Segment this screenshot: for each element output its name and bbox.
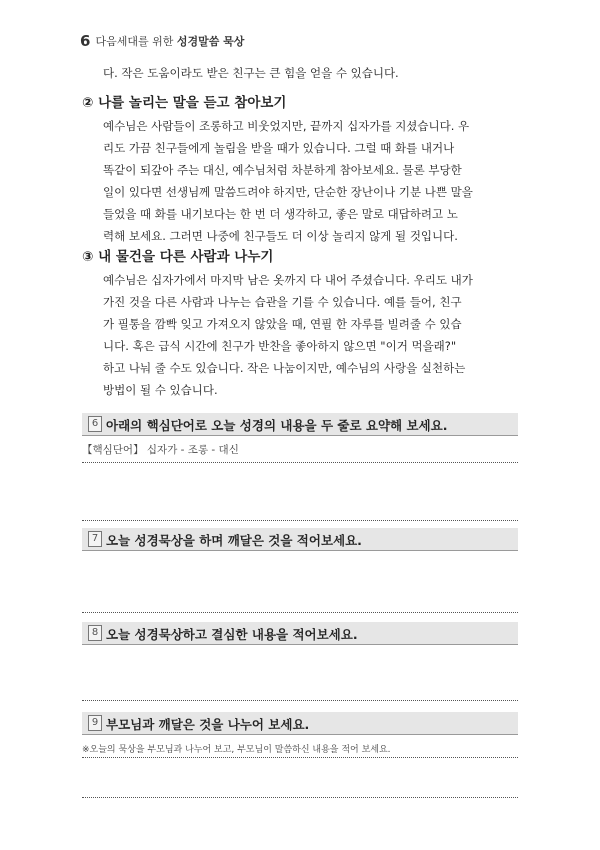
page-header <box>80 32 244 50</box>
question-number-badge: 6 <box>88 416 102 432</box>
section-body-2 <box>103 115 518 247</box>
header-title: 성경말씀 묵상 <box>176 35 245 48</box>
keywords-line: 【핵심단어】 십자가 - 조롱 - 대신 <box>82 444 239 456</box>
question-text: 부모님과 깨달은 것을 나누어 보세요. <box>106 717 310 732</box>
question-6-box <box>82 413 518 436</box>
question-7-box <box>82 528 518 551</box>
question-text: 오늘 성경묵상을 하며 깨달은 것을 적어보세요. <box>106 533 362 548</box>
body-line: 일이 있다면 선생님께 말씀드려야 하지만, 단순한 장난이나 기분 나쁜 말을 <box>103 185 473 199</box>
body-line: 니다. 혹은 급식 시간에 친구가 반찬을 좋아하지 않으면 "이거 먹을래?" <box>103 339 457 353</box>
answer-line[interactable] <box>82 612 518 613</box>
body-line: 하고 나눠 줄 수도 있습니다. 작은 나눔이지만, 예수님의 사랑을 실천하는 <box>103 361 466 375</box>
body-line: 력해 보세요. 그러면 나중에 친구들도 더 이상 놀리지 않게 될 것입니다. <box>103 229 458 243</box>
question-text: 아래의 핵심단어로 오늘 성경의 내용을 두 줄로 요약해 보세요. <box>106 418 448 433</box>
parent-note: ※오늘의 묵상을 부모님과 나누어 보고, 부모님이 말씀하신 내용을 적어 보세요. <box>82 745 391 755</box>
section-body-3 <box>103 269 518 401</box>
answer-line[interactable] <box>82 462 518 463</box>
question-number-badge: 9 <box>88 715 102 731</box>
answer-line[interactable] <box>82 520 518 521</box>
body-line: 방법이 될 수 있습니다. <box>103 383 218 397</box>
body-line: 가 필통을 깜빡 잊고 가져오지 않았을 때, 연필 한 자루를 빌려줄 수 있습 <box>103 317 462 331</box>
body-line: 들었을 때 화를 내기보다는 한 번 더 생각하고, 좋은 말로 대답하려고 노 <box>103 207 458 221</box>
page-number: 6 <box>80 32 91 50</box>
question-9-box <box>82 712 518 735</box>
question-text: 오늘 성경묵상하고 결심한 내용을 적어보세요. <box>106 627 358 642</box>
body-line: 똑같이 되갚아 주는 대신, 예수님처럼 차분하게 참아보세요. 물론 부당한 <box>103 163 462 177</box>
header-subtitle: 다음세대를 위한 <box>95 35 174 48</box>
section-title-2: ② 나를 놀리는 말을 듣고 참아보기 <box>82 95 287 111</box>
body-line: 가진 것을 다른 사람과 나누는 습관을 기를 수 있습니다. 예를 들어, 친구 <box>103 295 462 309</box>
question-number-badge: 7 <box>88 531 102 547</box>
answer-line[interactable] <box>82 797 518 798</box>
question-8-box <box>82 622 518 645</box>
intro-paragraph: 다. 작은 도움이라도 받은 친구는 큰 힘을 얻을 수 있습니다. <box>103 66 399 80</box>
body-line: 예수님은 십자가에서 마지막 남은 옷까지 다 내어 주셨습니다. 우리도 내가 <box>103 273 473 287</box>
body-line: 예수님은 사람들이 조롱하고 비웃었지만, 끝까지 십자가를 지셨습니다. 우 <box>103 119 470 133</box>
answer-line[interactable] <box>82 700 518 701</box>
body-line: 리도 가끔 친구들에게 놀림을 받을 때가 있습니다. 그럴 때 화를 내거나 <box>103 141 455 155</box>
question-number-badge: 8 <box>88 625 102 641</box>
section-title-3: ③ 내 물건을 다른 사람과 나누기 <box>82 249 274 265</box>
answer-line[interactable] <box>82 757 518 758</box>
